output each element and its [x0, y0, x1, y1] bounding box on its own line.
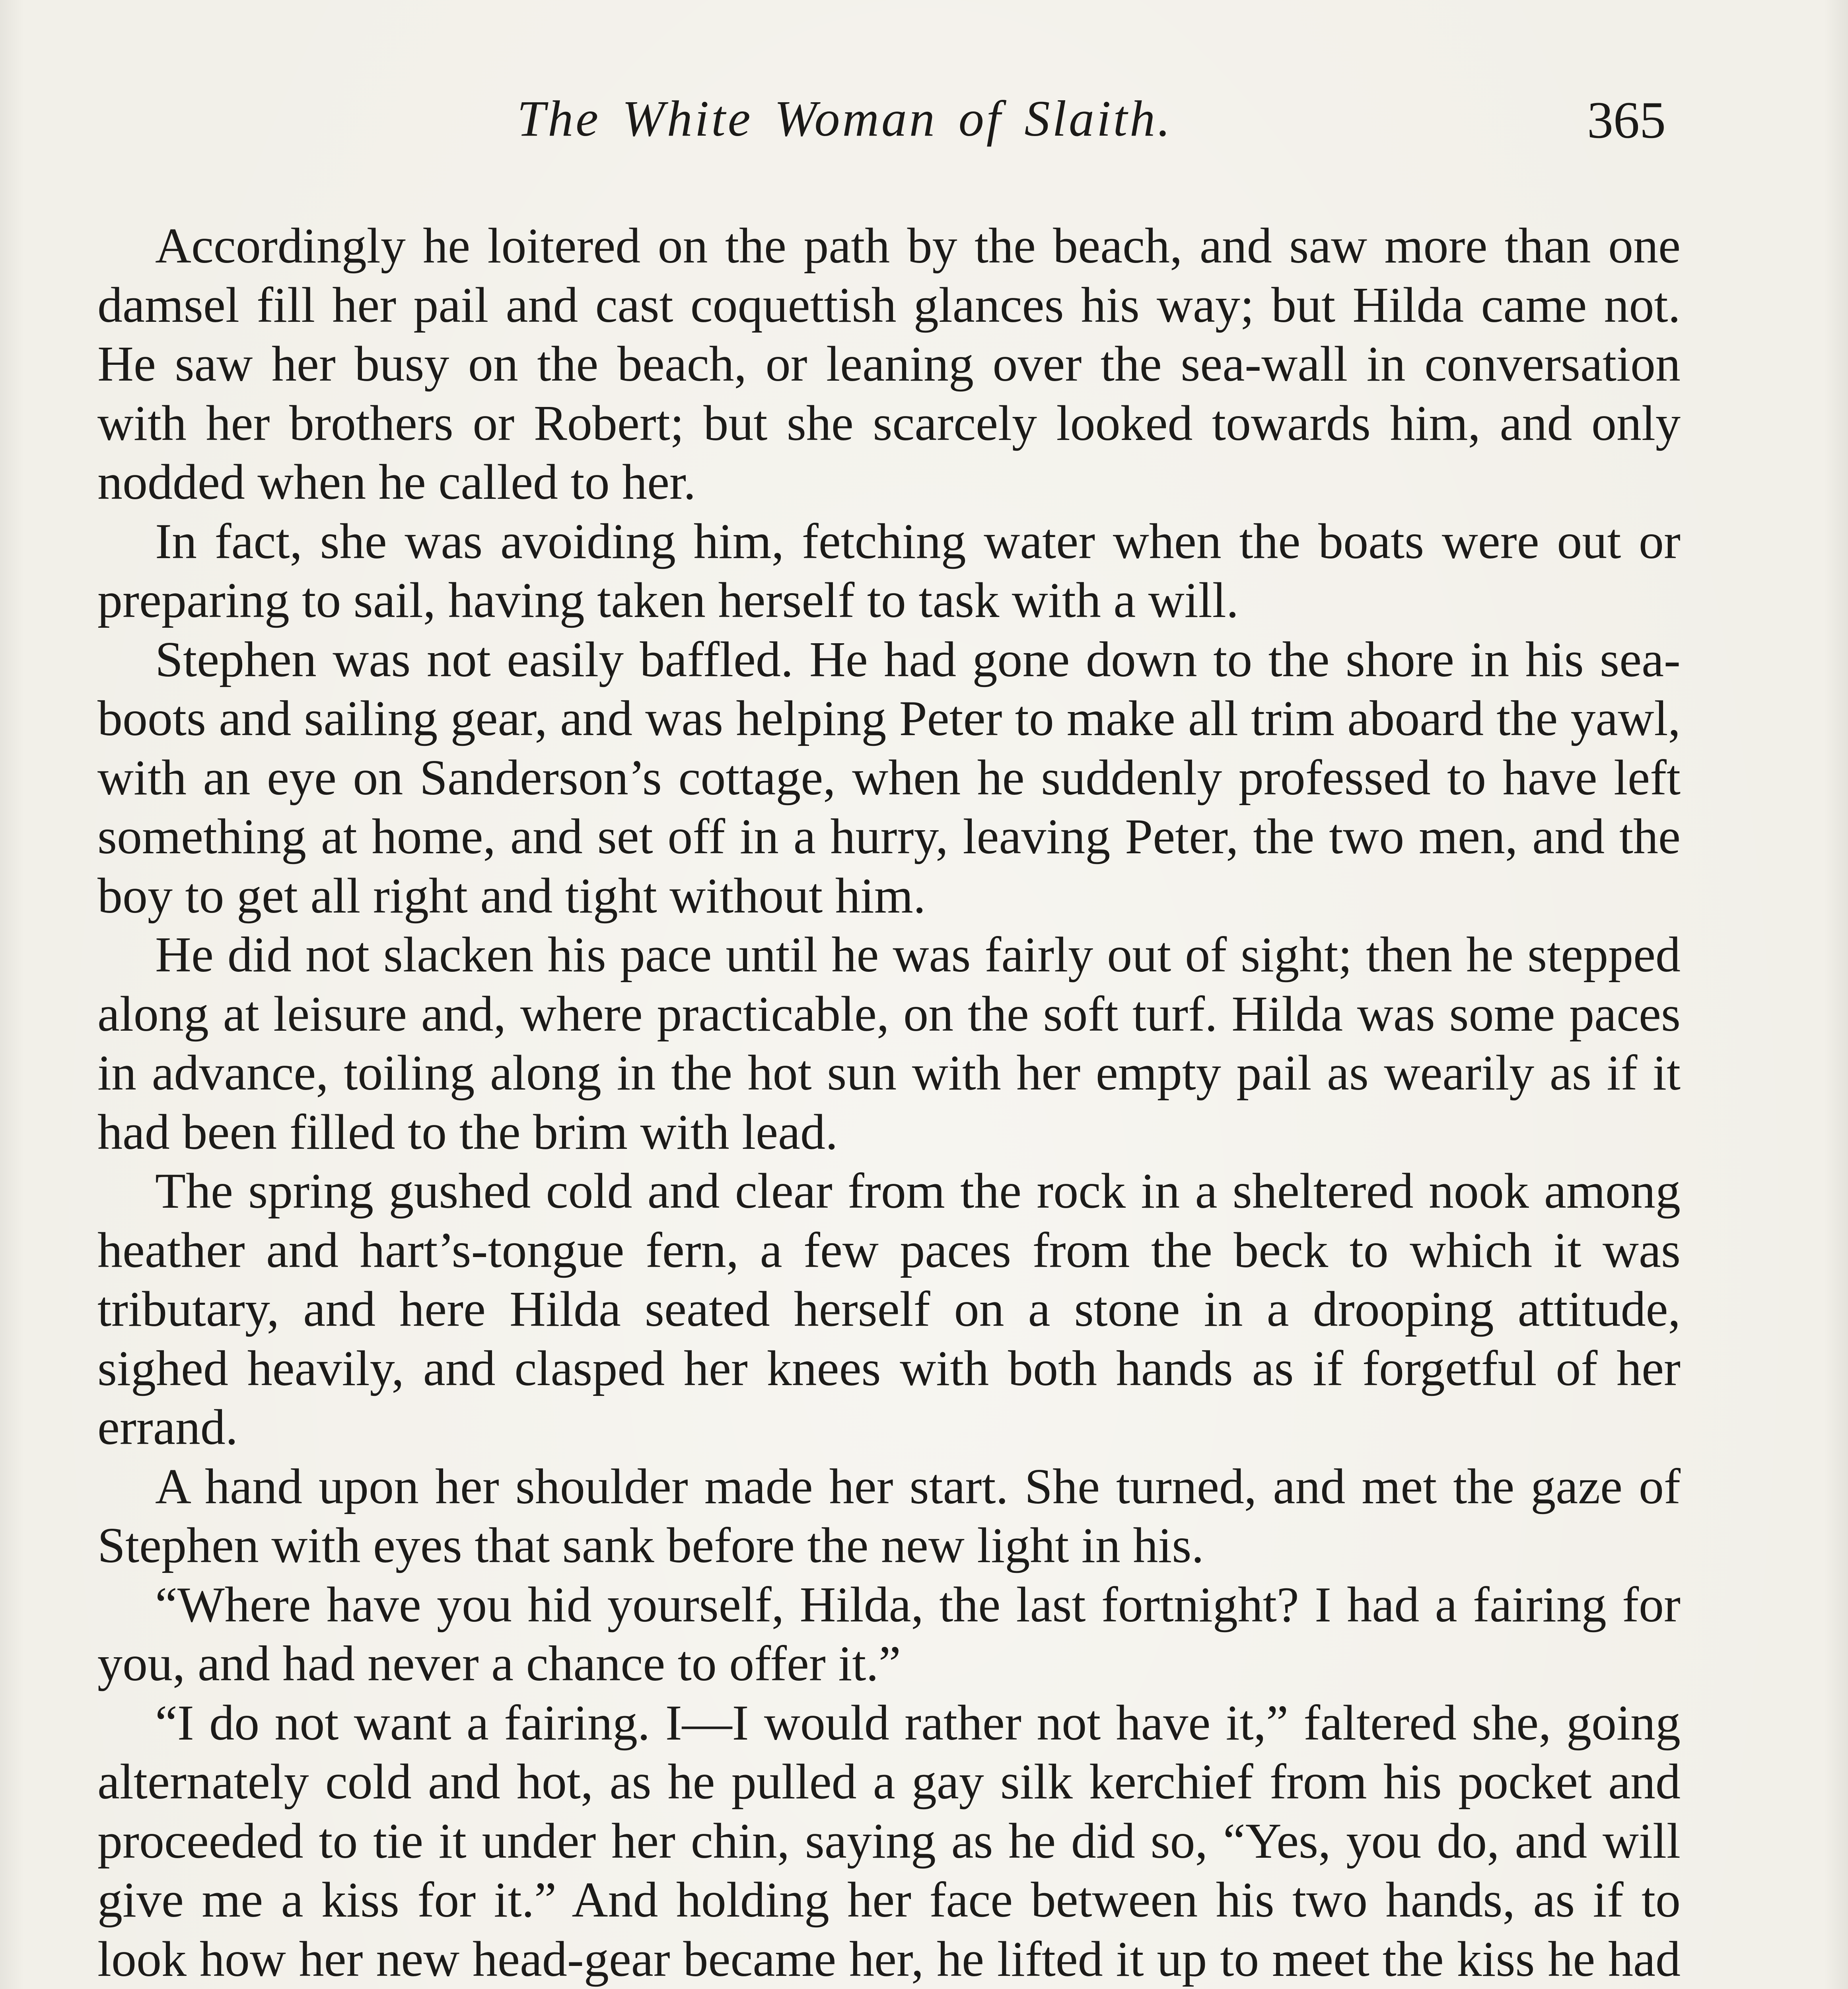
paragraph: “I do not want a fairing. I—I would rather not have it,” faltered she, going alternately cold and hot, as he pulled a gay silk kerchief from his pocket and proceeded to tie it under her chin, saying as he did so, “Yes, you do, and will give me a kiss for it.” And holding her face between his two hands, as if to look how her new head-gear became her, he lifted it up to meet the kiss he had [97, 1695, 1681, 1987]
paragraph: A hand upon her shoulder made her start. She turned, and met the gaze of Stephen with eyes that sank before the new light in his. [97, 1459, 1681, 1573]
paragraph: Stephen was not easily baffled. He had gone down to the shore in his sea-boots and sailing gear, and was helping Peter to make all trim aboard the yawl, with an eye on Sanderson’s cottage, when he suddenly professed to have left something at home, and set off in a hurry, leaving Peter, the two men, and the boy to get all right and tight without him. [97, 632, 1681, 924]
paragraph: “Where have you hid yourself, Hilda, the last fortnight? I had a fairing for you, and had never a chance to offer it.” [97, 1577, 1681, 1691]
running-title: The White Woman of Slaith. [517, 90, 1173, 147]
page-number: 365 [1587, 91, 1666, 149]
paragraph: In fact, she was avoiding him, fetching water when the boats were out or preparing to sail, having taken herself to task with a will. [97, 514, 1681, 628]
paragraph: Accordingly he loitered on the path by the beach, and saw more than one damsel fill her pail and cast coquettish glances his way; but Hilda came not. He saw her busy on the beach, or leaning over the sea-wall in conversation with her brothers or Robert; but she scarcely looked towards him, and only nodded when he called to her. [97, 218, 1681, 510]
body-text [97, 217, 1681, 1989]
paragraph: He did not slacken his pace until he was fairly out of sight; then he stepped along at leisure and, where practicable, on the soft turf. Hilda was some paces in advance, toiling along in the hot sun with her empty pail as wearily as if it had been filled to the brim with lead. [97, 927, 1681, 1160]
running-head [0, 90, 1848, 169]
paragraph: The spring gushed cold and clear from the rock in a sheltered nook among heather and hart’s-tongue fern, a few paces from the beck to which it was tributary, and here Hilda seated herself on a stone in a drooping attitude, sighed heavily, and clasped her knees with both hands as if forgetful of her errand. [97, 1164, 1681, 1455]
